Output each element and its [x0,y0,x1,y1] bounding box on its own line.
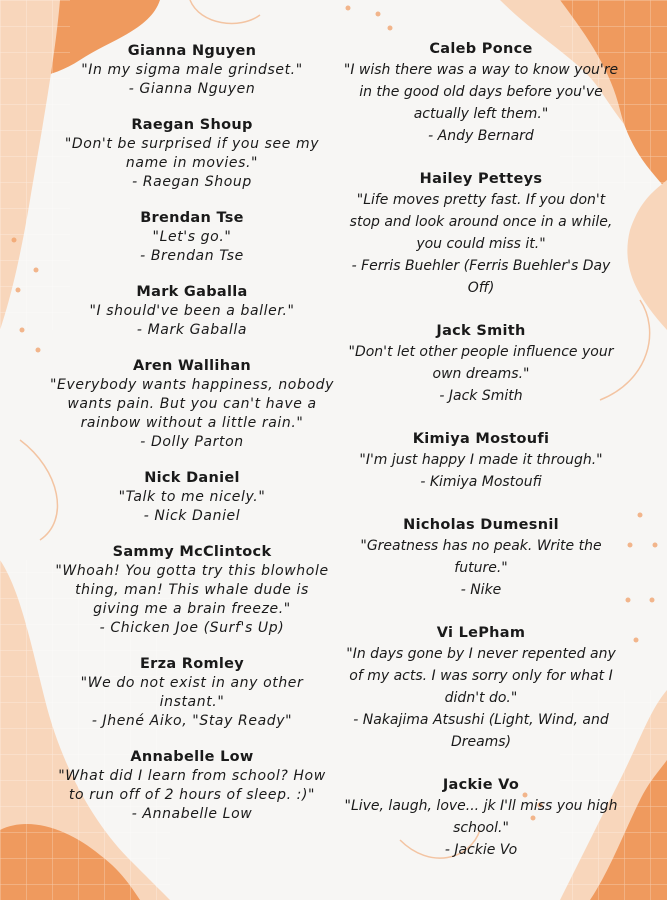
student-name: Caleb Ponce [429,41,533,57]
quote-text: "Live, laugh, love... jk I'll miss you high school." [344,798,618,836]
student-name: Jack Smith [436,323,526,339]
quote-author: - Gianna Nguyen [128,81,256,97]
quote-block [340,516,622,601]
quote-block [50,469,334,526]
student-name: Vi LePham [436,625,526,641]
student-name: Raegan Shoup [131,117,253,133]
quote-author: - Raegan Shoup [132,174,252,190]
quote-block [50,543,334,638]
quote-text: "I should've been a baller." [89,303,295,319]
quote-author: - Jhené Aiko, "Stay Ready" [91,713,293,729]
left-column [50,42,334,841]
student-name: Gianna Nguyen [127,43,257,59]
quote-text: "I'm just happy I made it through." [359,452,603,468]
quote-text: "In my sigma male grindset." [81,62,303,78]
student-name: Mark Gaballa [136,284,248,300]
quote-block [50,655,334,731]
quote-author: - Brendan Tse [140,248,244,264]
quote-block [50,748,334,824]
quote-text: "Life moves pretty fast. If you don't stop and look around once in a while, you could miss it." [349,192,613,252]
quote-author: - Nick Daniel [143,508,241,524]
quote-author: - Ferris Buehler (Ferris Buehler's Day Off) [351,258,611,296]
quote-text: "In days gone by I never repented any of my acts. I was sorry only for what I didn't do." [346,646,616,706]
student-name: Jackie Vo [442,777,520,793]
quote-block [340,430,622,493]
student-name: Nick Daniel [144,470,240,486]
student-name: Nicholas Dumesnil [403,517,559,533]
student-name: Brendan Tse [140,210,244,226]
quote-author: - Nakajima Atsushi (Light, Wind, and Dreams) [353,712,609,750]
student-name: Aren Wallihan [132,358,252,374]
student-name: Hailey Petteys [419,171,543,187]
quote-author: - Mark Gaballa [136,322,248,338]
student-name: Erza Romley [139,656,245,672]
student-name: Kimiya Mostoufi [412,431,550,447]
quote-author: - Nike [460,582,502,598]
quote-text: "Don't let other people influence your own dreams." [348,344,614,382]
quote-author: - Andy Bernard [428,128,534,144]
quote-author: - Dolly Parton [140,434,244,450]
quote-text: "I wish there was a way to know you're in the good old days before you've actually left them." [343,62,619,122]
quote-text: "Let's go." [152,229,232,245]
quote-text: "Greatness has no peak. Write the future." [360,538,602,576]
quote-text: "Everybody wants happiness, nobody wants pain. But you can't have a rainbow without a little rain." [50,377,334,431]
quote-block [340,40,622,147]
quote-author: - Kimiya Mostoufi [420,474,542,490]
quote-text: "We do not exist in any other instant." [80,675,304,710]
quote-text: "What did I learn from school? How to run off of 2 hours of sleep. :)" [58,768,326,803]
student-name: Annabelle Low [130,749,254,765]
quote-text: "Whoah! You gotta try this blowhole thing, man! This whale dude is giving me a brain freeze." [55,563,329,617]
quote-author: - Annabelle Low [131,806,253,822]
quote-author: - Jackie Vo [444,842,518,858]
quote-block [340,170,622,299]
quote-author: - Jack Smith [439,388,523,404]
quote-block [50,116,334,192]
quote-block [50,283,334,340]
quote-block [340,776,622,861]
quote-block [50,209,334,266]
quote-block [340,322,622,407]
quote-block [50,42,334,99]
quote-block [50,357,334,452]
quote-text: "Talk to me nicely." [118,489,266,505]
right-column [340,40,622,884]
quote-author: - Chicken Joe (Surf's Up) [99,620,285,636]
quote-text: "Don't be surprised if you see my name in movies." [64,136,320,171]
student-name: Sammy McClintock [112,544,272,560]
quote-block [340,624,622,753]
